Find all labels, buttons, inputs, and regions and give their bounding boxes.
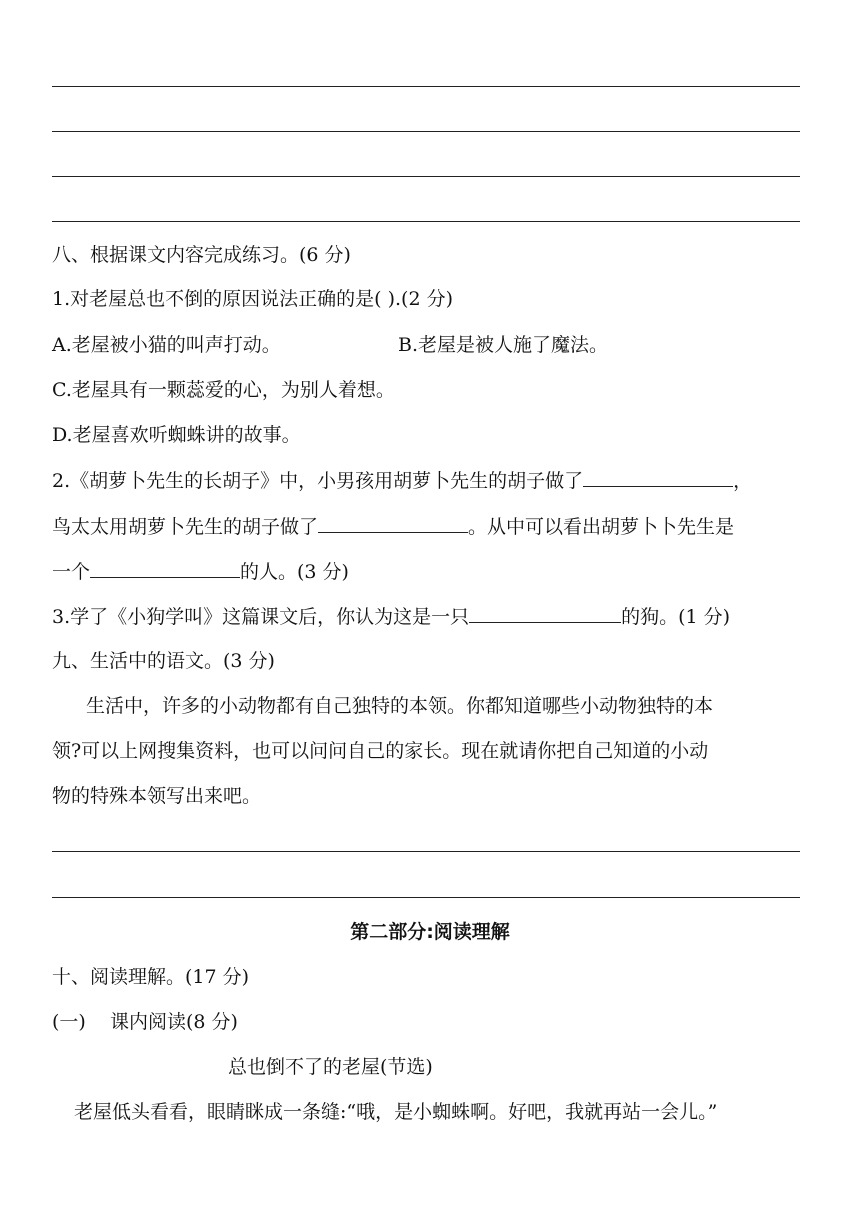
question-1-stem: 1.对老屋总也不倒的原因说法正确的是( ).(2 分) <box>52 288 453 310</box>
passage-title: 总也倒不了的老屋(节选) <box>228 1056 433 1078</box>
fill-blank[interactable] <box>318 514 468 533</box>
answer-line <box>52 176 800 177</box>
question-1-option-b: B.老屋是被人施了魔法。 <box>398 334 609 356</box>
answer-line <box>52 221 800 222</box>
question-2-text: 一个 <box>52 561 91 583</box>
question-2-text: 2.《胡萝卜先生的长胡子》中，小男孩用胡萝卜先生的胡子做了 <box>52 470 584 492</box>
answer-line <box>52 851 800 852</box>
question-1-option-d: D.老屋喜欢听蜘蛛讲的故事。 <box>52 424 301 446</box>
section-9-paragraph-line: 生活中，许多的小动物都有自己独特的本领。你都知道哪些小动物独特的本 <box>86 695 714 717</box>
question-2-comma: ， <box>733 470 753 492</box>
section-9-heading: 九、生活中的语文。(3 分) <box>52 650 275 672</box>
question-2-text: 鸟太太用胡萝卜先生的胡子做了 <box>52 516 319 538</box>
answer-line <box>52 897 800 898</box>
question-1-option-a: A.老屋被小猫的叫声打动。 <box>52 334 281 356</box>
fill-blank[interactable] <box>469 604 621 623</box>
question-2-line-1 <box>52 468 752 493</box>
question-3 <box>52 604 730 629</box>
question-1-option-c: C.老屋具有一颗蕊爱的心，为别人着想。 <box>52 379 395 401</box>
fill-blank[interactable] <box>90 559 240 578</box>
answer-line <box>52 86 800 87</box>
passage-line: 老屋低头看看，眼睛眯成一条缝:“哦，是小蜘蛛啊。好吧，我就再站一会儿。” <box>74 1101 718 1123</box>
part-2-heading: 第二部分:阅读理解 <box>350 921 510 943</box>
question-2-line-2 <box>52 514 734 539</box>
question-2-text: 。从中可以看出胡萝卜卜先生是 <box>468 516 735 538</box>
section-8-heading: 八、根据课文内容完成练习。(6 分) <box>52 244 351 266</box>
question-2-line-3 <box>52 559 349 584</box>
subsection-1-heading: (一) 课内阅读(8 分) <box>52 1011 238 1033</box>
answer-line <box>52 131 800 132</box>
section-9-paragraph-line: 领?可以上网搜集资料，也可以问问自己的家长。现在就请你把自己知道的小动 <box>52 740 709 762</box>
section-10-heading: 十、阅读理解。(17 分) <box>52 966 250 988</box>
question-2-text: 的人。(3 分) <box>240 561 349 583</box>
question-3-text: 的狗。(1 分) <box>621 606 731 628</box>
question-3-text: 3.学了《小狗学叫》这篇课文后，你认为这是一只 <box>52 606 470 628</box>
section-9-paragraph-line: 物的特殊本领写出来吧。 <box>52 785 262 807</box>
fill-blank[interactable] <box>583 468 733 487</box>
